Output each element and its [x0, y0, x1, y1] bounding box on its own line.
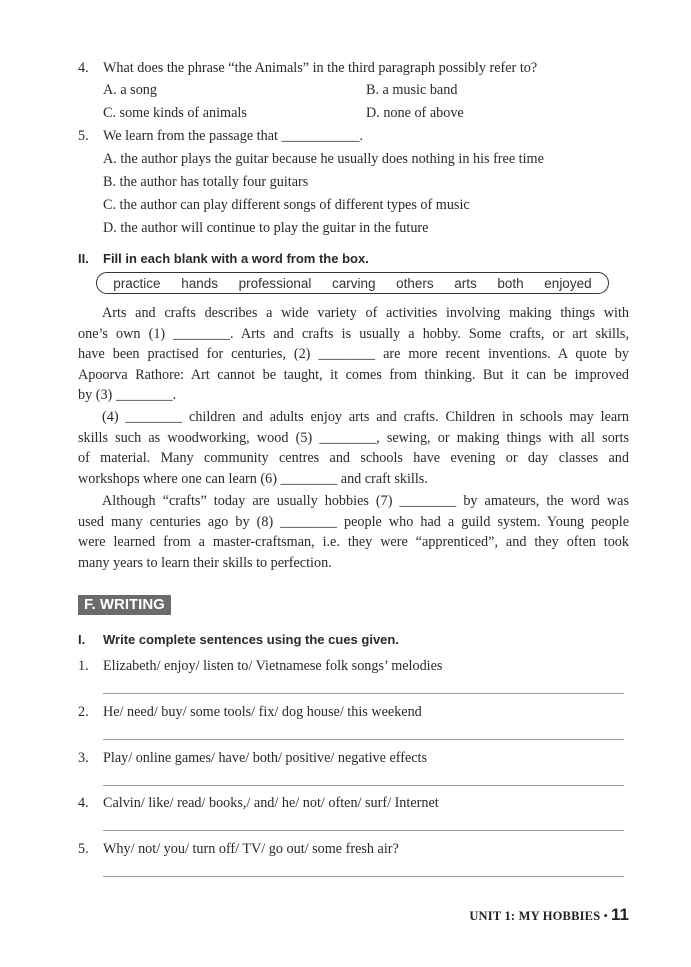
answer-line[interactable] — [103, 830, 624, 831]
option-a: A. the author plays the guitar because he usually does nothing in his free time — [103, 151, 544, 167]
word-box-item: enjoyed — [544, 275, 592, 291]
section-number: I. — [78, 632, 86, 647]
passage-paragraph-1 — [78, 303, 629, 406]
page-footer — [469, 905, 629, 926]
item-number: 1. — [78, 658, 89, 674]
passage-line: Arts and crafts describes a wide variety of activities involving making things with — [102, 305, 629, 321]
section-ii-heading — [78, 251, 369, 267]
passage-line: many years to learn their skills to perfection. — [78, 554, 332, 571]
writing-section-i-heading — [78, 632, 399, 648]
passage-line: Although “crafts” today are usually hobbies (7) ________ by amateurs, the word was — [102, 493, 629, 509]
unit-label: UNIT 1: MY HOBBIES — [469, 909, 601, 923]
section-number: II. — [78, 251, 89, 266]
writing-item-3 — [78, 749, 427, 767]
option-d: D. the author will continue to play the guitar in the future — [103, 220, 429, 236]
section-title: Fill in each blank with a word from the box. — [103, 251, 369, 266]
writing-section-badge: F. WRITING — [78, 595, 171, 615]
question-number: 5. — [78, 128, 89, 144]
passage-paragraph-2 — [78, 407, 629, 489]
question-text: We learn from the passage that ___________. — [103, 128, 364, 144]
item-number: 3. — [78, 750, 89, 766]
item-cue: Play/ online games/ have/ both/ positive/ negative effects — [103, 750, 427, 766]
item-cue: Calvin/ like/ read/ books,/ and/ he/ not/ often/ surf/ Internet — [103, 795, 439, 811]
word-box-item: professional — [238, 275, 312, 291]
passage-line: workshops where one can learn (6) ________ and craft skills. — [78, 470, 428, 487]
section-title: Write complete sentences using the cues given. — [103, 632, 399, 647]
passage-line: of material. Many community centres and schools have evening or day classes and — [78, 450, 629, 466]
item-number: 4. — [78, 795, 89, 811]
word-box-item: practice — [113, 275, 161, 291]
item-cue: He/ need/ buy/ some tools/ fix/ dog house/ this weekend — [103, 704, 422, 720]
option-c: C. the author can play different songs of different types of music — [103, 197, 470, 213]
item-cue: Elizabeth/ enjoy/ listen to/ Vietnamese folk songs’ melodies — [103, 658, 443, 674]
word-box-item: both — [497, 275, 524, 291]
option-d: D. none of above — [366, 105, 464, 121]
word-box-item: others — [396, 275, 434, 291]
passage-line: one’s own (1) ________. Arts and crafts is usually a hobby. Some crafts, or art skills, — [78, 325, 629, 342]
passage-paragraph-3 — [78, 491, 629, 573]
writing-item-1 — [78, 657, 442, 675]
passage-line: skills such as woodworking, wood (5) ________, sewing, or making things with all sorts — [78, 429, 629, 446]
word-box-item: hands — [181, 275, 218, 291]
answer-line[interactable] — [103, 785, 624, 786]
passage-line: (4) ________ children and adults enjoy arts and crafts. Children in schools may learn — [102, 409, 629, 425]
passage-line: used many centuries ago by (8) ________ people who had a guild system. Young people — [78, 513, 629, 530]
passage-line: by (3) ________. — [78, 387, 177, 403]
writing-item-5 — [78, 840, 399, 858]
passage-line: Apoorva Rathore: Art cannot be taught, it comes from thinking. But it can be improved — [78, 366, 629, 383]
footer-bullet: • — [603, 909, 608, 923]
option-b: B. the author has totally four guitars — [103, 174, 309, 190]
option-c: C. some kinds of animals — [103, 105, 247, 121]
item-number: 2. — [78, 704, 89, 720]
question-text: What does the phrase “the Animals” in the third paragraph possibly refer to? — [103, 60, 538, 76]
question-number: 4. — [78, 60, 89, 76]
word-box-item: arts — [454, 275, 477, 291]
item-cue: Why/ not/ you/ turn off/ TV/ go out/ some fresh air? — [103, 841, 399, 857]
page-number: 11 — [611, 905, 629, 924]
item-number: 5. — [78, 841, 89, 857]
passage-line: were learned from a master-craftsman, i.e. they were “apprenticed”, and they often took — [78, 534, 629, 550]
question-4 — [78, 59, 537, 77]
answer-line[interactable] — [103, 739, 624, 740]
option-b: B. a music band — [366, 82, 458, 98]
passage-line: have been practised for centuries, (2) ________ are more recent inventions. A quote by — [78, 346, 629, 362]
answer-line[interactable] — [103, 876, 624, 877]
word-box — [96, 272, 609, 294]
answer-line[interactable] — [103, 693, 624, 694]
question-5 — [78, 127, 363, 145]
writing-item-2 — [78, 703, 422, 721]
writing-item-4 — [78, 794, 439, 812]
word-box-item: carving — [332, 275, 376, 291]
option-a: A. a song — [103, 82, 157, 98]
